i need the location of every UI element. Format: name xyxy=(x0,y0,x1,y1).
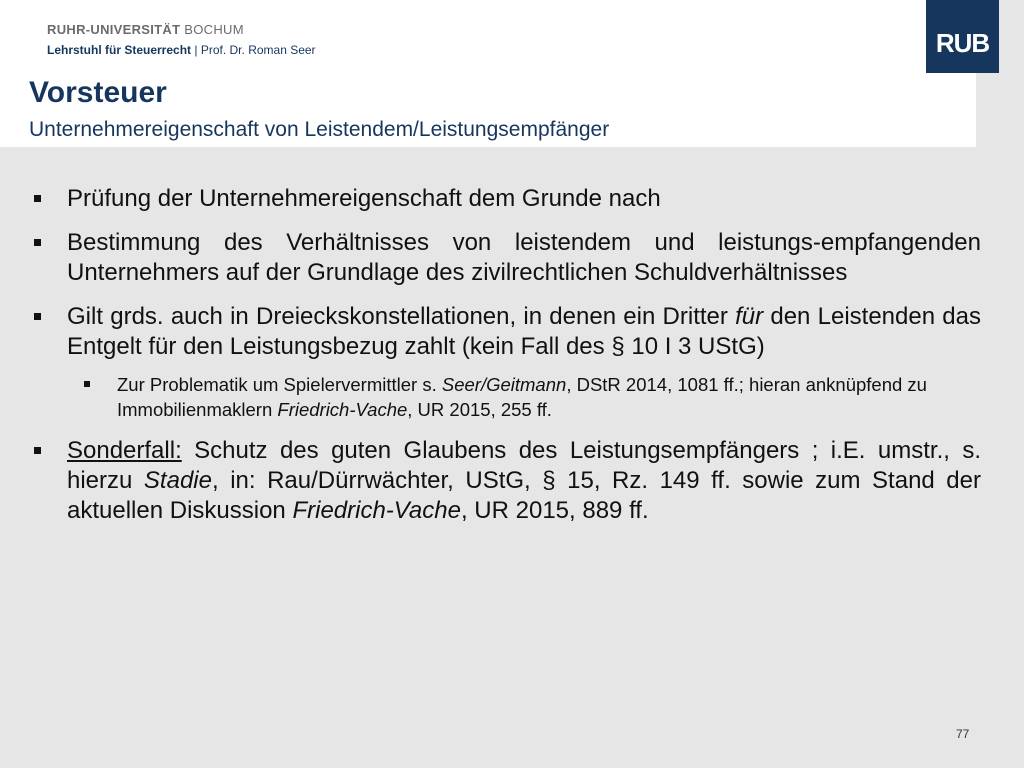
bullet-text-part: Schutz des guten Glaubens des Leistungsempfängers ; i.E. umstr., s. hierzu xyxy=(67,437,981,494)
citation-author: Friedrich-Vache xyxy=(292,497,461,524)
bullet-square-icon xyxy=(34,195,41,202)
bullet-item xyxy=(34,228,981,288)
bullet-text-part: , in: Rau/Dürrwächter, UStG, § 15, Rz. 149 ff. sowie zum Stand der aktuellen Diskussion xyxy=(67,467,981,524)
bullet-item xyxy=(34,184,981,214)
citation-author: Friedrich-Vache xyxy=(277,399,408,420)
bullet-label-underlined: Sonderfall: xyxy=(67,437,182,464)
sub-bullet-square-icon xyxy=(84,381,90,387)
chair-separator: | xyxy=(194,43,198,57)
bullet-text-part: Gilt grds. auch in Dreieckskonstellationen, in denen ein Dritter xyxy=(67,303,736,330)
bullet-item xyxy=(34,302,981,362)
slide-title: Vorsteuer xyxy=(29,76,167,109)
university-name xyxy=(47,22,244,37)
rub-logo xyxy=(926,0,999,73)
bullet-square-icon xyxy=(34,313,41,320)
sub-bullet-text-part: , DStR 2014, 1081 ff.; hieran anknüpfend zu Immobilienmaklern xyxy=(117,374,927,420)
bullet-text: Bestimmung des Verhältnisses von leistendem und leistungs-empfangenden Unternehmers auf der Grundlage des zivilrechtlichen Schuldverhältnisses xyxy=(67,229,981,286)
bullet-item xyxy=(34,436,981,526)
university-name-bold: RUHR-UNIVERSITÄT xyxy=(47,22,181,37)
professor-name: Prof. Dr. Roman Seer xyxy=(200,43,316,57)
citation-author: Stadie xyxy=(143,467,212,494)
chair-name: Lehrstuhl für Steuerrecht xyxy=(47,43,192,57)
sub-bullet-item xyxy=(34,372,981,422)
bullet-text-part: , UR 2015, 889 ff. xyxy=(460,497,649,524)
slide-subtitle: Unternehmereigenschaft von Leistendem/Leistungsempfänger xyxy=(29,118,610,141)
bullet-text: Prüfung der Unternehmereigenschaft dem Grunde nach xyxy=(67,185,661,212)
slide-content xyxy=(34,184,981,540)
sub-bullet-text-part: , UR 2015, 255 ff. xyxy=(407,399,552,420)
bullet-text-italic: für xyxy=(735,303,764,330)
bullet-square-icon xyxy=(34,447,41,454)
sub-bullet-text-part: Zur Problematik um Spielervermittler s. xyxy=(117,374,442,395)
chair-line xyxy=(47,43,316,57)
bullet-square-icon xyxy=(34,239,41,246)
rub-logo-text: RUB xyxy=(935,28,990,58)
citation-author: Seer/Geitmann xyxy=(441,374,567,395)
bullet-text-part: den Leistenden das Entgelt für den Leistungsbezug zahlt (kein Fall des § 10 I 3 UStG) xyxy=(67,303,981,360)
university-name-light: BOCHUM xyxy=(184,22,244,37)
page-number: 77 xyxy=(956,727,970,741)
